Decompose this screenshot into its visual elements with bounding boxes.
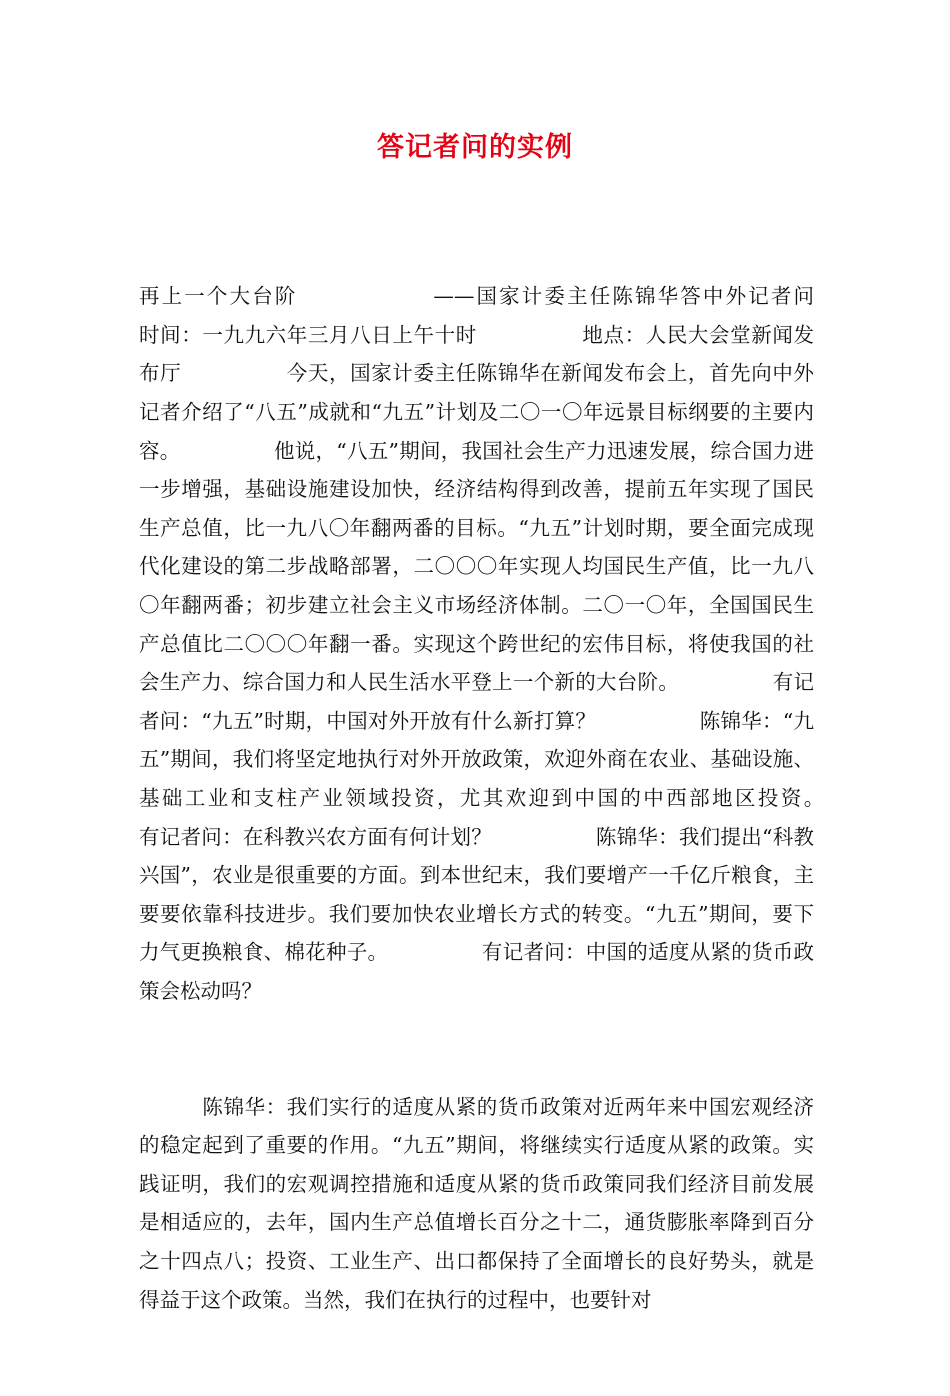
paragraph-interview-intro: 再上一个大台阶 ——国家计委主任陈锦华答中外记者问 时间：一九九六年三月八日上午十时 地点：人民大会堂新闻发布厅 今天，国家计委主任陈锦华在新闻发布会上，首先向中外记者介绍了“八五”成就和“九五”计划及二〇一〇年远景目标纲要的主要内容。 他说，“八五”期间，我国社会生产力迅速发展，综合国力进一步增强，基础设施建设加快，经济结构得到改善，提前五年实现了国民生产总值，比一九八〇年翻两番的目标。“九五”计划时期，要全面完成现代化建设的第二步战略部署，二〇〇〇年实现人均国民生产值，比一九八〇年翻两番；初步建立社会主义市场经济体制。二〇一〇年，全国国民生产总值比二〇〇〇年翻一番。实现这个跨世纪的宏伟目标，将使我国的社会生产力、综合国力和人民生活水平登上一个新的大台阶。 有记者问：“九五”时期，中国对外开放有什么新打算？ 陈锦华：“九五”期间，我们将坚定地执行对外开放政策，欢迎外商在农业、基础设施、基础工业和支柱产业领域投资，尤其欢迎到中国的中西部地区投资。 有记者问：在科教兴农方面有何计划？ 陈锦华：我们提出“科教兴国”，农业是很重要的方面。到本世纪末，我们要增产一千亿斤粮食，主要要依靠科技进步。我们要加快农业增长方式的转变。“九五”期间，要下力气更换粮食、棉花种子。 有记者问：中国的适度从紧的货币政策会松动吗？: [139, 284, 917, 1003]
document-body: [139, 200, 917, 1396]
paragraph-monetary-policy-answer: 陈锦华：我们实行的适度从紧的货币政策对近两年来中国宏观经济的稳定起到了重要的作用。“九五”期间，将继续实行适度从紧的政策。实践证明，我们的宏观调控措施和适度从紧的货币政策同我们经济目前发展是相适应的，去年，国内生产总值增长百分之十二，通货膨胀率降到百分之十四点八；投资、工业生产、出口都保持了全面增长的良好势头，就是得益于这个政策。当然，我们在执行的过程中，也要针对: [139, 1094, 814, 1312]
document-title: 答记者问的实例: [377, 132, 573, 163]
